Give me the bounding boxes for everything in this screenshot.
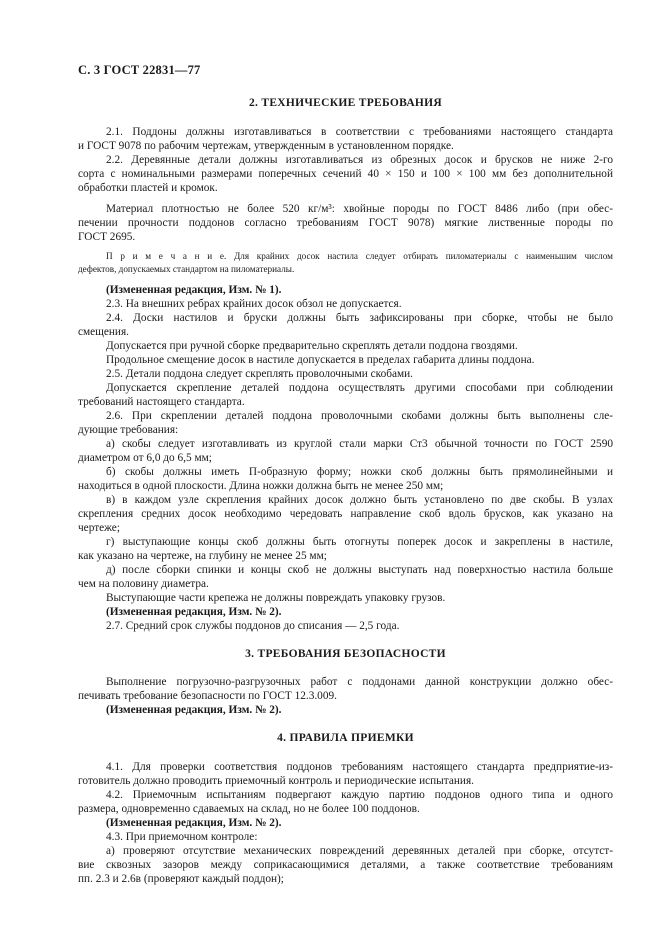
paragraph-line: Продольное смещение досок в настиле допускается в пределах габарита длины поддона.	[106, 354, 535, 366]
revision-note: (Измененная редакция, Изм. № 2).	[106, 704, 282, 716]
paragraph-line: пп. 2.3 и 2.6в (проверяют каждый поддон);	[78, 873, 284, 885]
paragraph-line: дующие требования:	[78, 424, 179, 436]
paragraph-line: печении прочности поддонов согласно требованиям ГОСТ 9078) мягкие лиственные породы по	[78, 217, 613, 229]
paragraph-line: д) после сборки спинки и концы скоб не должны выступать над поверхностью настила больше	[106, 564, 613, 576]
note-line: дефектов, допускаемых стандартом на пиломатериалы.	[78, 264, 295, 274]
paragraph-line: диаметром от 6,0 до 6,5 мм;	[78, 452, 212, 464]
paragraph-line: 2.7. Средний срок службы поддонов до списания — 2,5 года.	[106, 620, 400, 632]
paragraph-line: вие сквозных зазоров между соприкасающимися деталями, а также соответствие требованиям	[78, 859, 613, 871]
paragraph-line: 2.2. Деревянные детали должны изготавливаться из обрезных досок и брусков не ниже 2-го	[106, 154, 613, 166]
paragraph-line: 4.3. При приемочном контроле:	[106, 831, 258, 843]
paragraph-line: Материал плотностью не более 520 кг/м³: хвойные породы по ГОСТ 8486 либо (при обес-	[106, 203, 613, 215]
paragraph-line: чем на половину диаметра.	[78, 578, 209, 590]
paragraph-line: Выполнение погрузочно-разгрузочных работ с поддонами данной конструкции должно обес-	[106, 676, 613, 688]
paragraph-line: 2.3. На внешних ребрах крайних досок обзол не допускается.	[106, 298, 402, 310]
paragraph-line: Допускается при ручной сборке предварительно скреплять детали поддона гвоздями.	[106, 340, 518, 352]
revision-note: (Измененная редакция, Изм. № 2).	[106, 606, 282, 618]
note-line: П р и м е ч а н и е. Для крайних досок настила следует отбирать пиломатериалы с наименьшим числом	[106, 251, 613, 261]
paragraph-line: размера, одновременно сдаваемых на склад, но не более 100 поддонов.	[78, 803, 420, 815]
paragraph-line: ГОСТ 2695.	[78, 231, 136, 243]
paragraph-line: как указано на чертеже, на глубину не менее 25 мм;	[78, 550, 327, 562]
paragraph-line: 2.5. Детали поддона следует скреплять проволочными скобами.	[106, 368, 414, 380]
paragraph-line: обработки пластей и кромок.	[78, 182, 218, 194]
paragraph-line: сорта с номинальными размерами поперечных сечений 40 × 150 и 100 × 100 мм без дополнительной	[78, 168, 613, 180]
paragraph-line: б) скобы должны иметь П-образную форму; ножки скоб должны быть прямолинейными и	[106, 466, 613, 478]
paragraph-line: а) проверяют отсутствие механических повреждений деревянных деталей при сборке, отсутст-	[106, 845, 613, 857]
paragraph-line: Допускается скрепление деталей поддона осуществлять другими способами при соблюдении	[106, 382, 613, 394]
paragraph-line: чертеже;	[78, 522, 120, 534]
paragraph-line: г) выступающие концы скоб должны быть отогнуты поперек досок и закреплены в настиле,	[106, 536, 613, 548]
paragraph-line: 4.1. Для проверки соответствия поддонов требованиям настоящего стандарта предприятие-из-	[106, 761, 613, 773]
section-title: 3. ТРЕБОВАНИЯ БЕЗОПАСНОСТИ	[245, 648, 446, 660]
page-header: С. 3 ГОСТ 22831—77	[78, 63, 201, 77]
paragraph-line: готовитель должно проводить приемочный контроль и периодические испытания.	[78, 775, 474, 787]
paragraph-line: печивать требование безопасности по ГОСТ 12.3.009.	[78, 690, 337, 702]
paragraph-line: требований настоящего стандарта.	[78, 396, 245, 408]
paragraph-line: Выступающие части крепежа не должны повреждать упаковку грузов.	[106, 592, 446, 604]
paragraph-line: в) в каждом узле скрепления крайних досок должно быть установлено по две скобы. В узлах	[106, 494, 613, 506]
revision-note: (Измененная редакция, Изм. № 2).	[106, 817, 282, 829]
section-title: 4. ПРАВИЛА ПРИЕМКИ	[277, 732, 414, 744]
paragraph-line: находиться в одной плоскости. Длина ножки должна быть не менее 250 мм;	[78, 480, 444, 492]
paragraph-line: 4.2. Приемочным испытаниям подвергают каждую партию поддонов одного типа и одного	[106, 789, 613, 801]
paragraph-line: и ГОСТ 9078 по рабочим чертежам, утвержденным в установленном порядке.	[78, 140, 454, 152]
paragraph-line: 2.4. Доски настилов и бруски должны быть зафиксированы при сборке, чтобы не было	[106, 312, 613, 324]
paragraph-line: скрепления средних досок необходимо чередовать направление скоб вдоль брусков, как указано на	[78, 508, 613, 520]
paragraph-line: смещения.	[78, 326, 130, 338]
revision-note: (Измененная редакция, Изм. № 1).	[106, 284, 282, 296]
paragraph-line: 2.1. Поддоны должны изготавливаться в соответствии с требованиями настоящего стандарта	[106, 126, 613, 138]
section-title: 2. ТЕХНИЧЕСКИЕ ТРЕБОВАНИЯ	[248, 97, 443, 109]
paragraph-line: а) скобы следует изготавливать из круглой стали марки Ст3 обычной точности по ГОСТ 2590	[106, 438, 613, 450]
paragraph-line: 2.6. При скреплении деталей поддона проволочными скобами должны быть выполнены сле-	[106, 410, 613, 422]
